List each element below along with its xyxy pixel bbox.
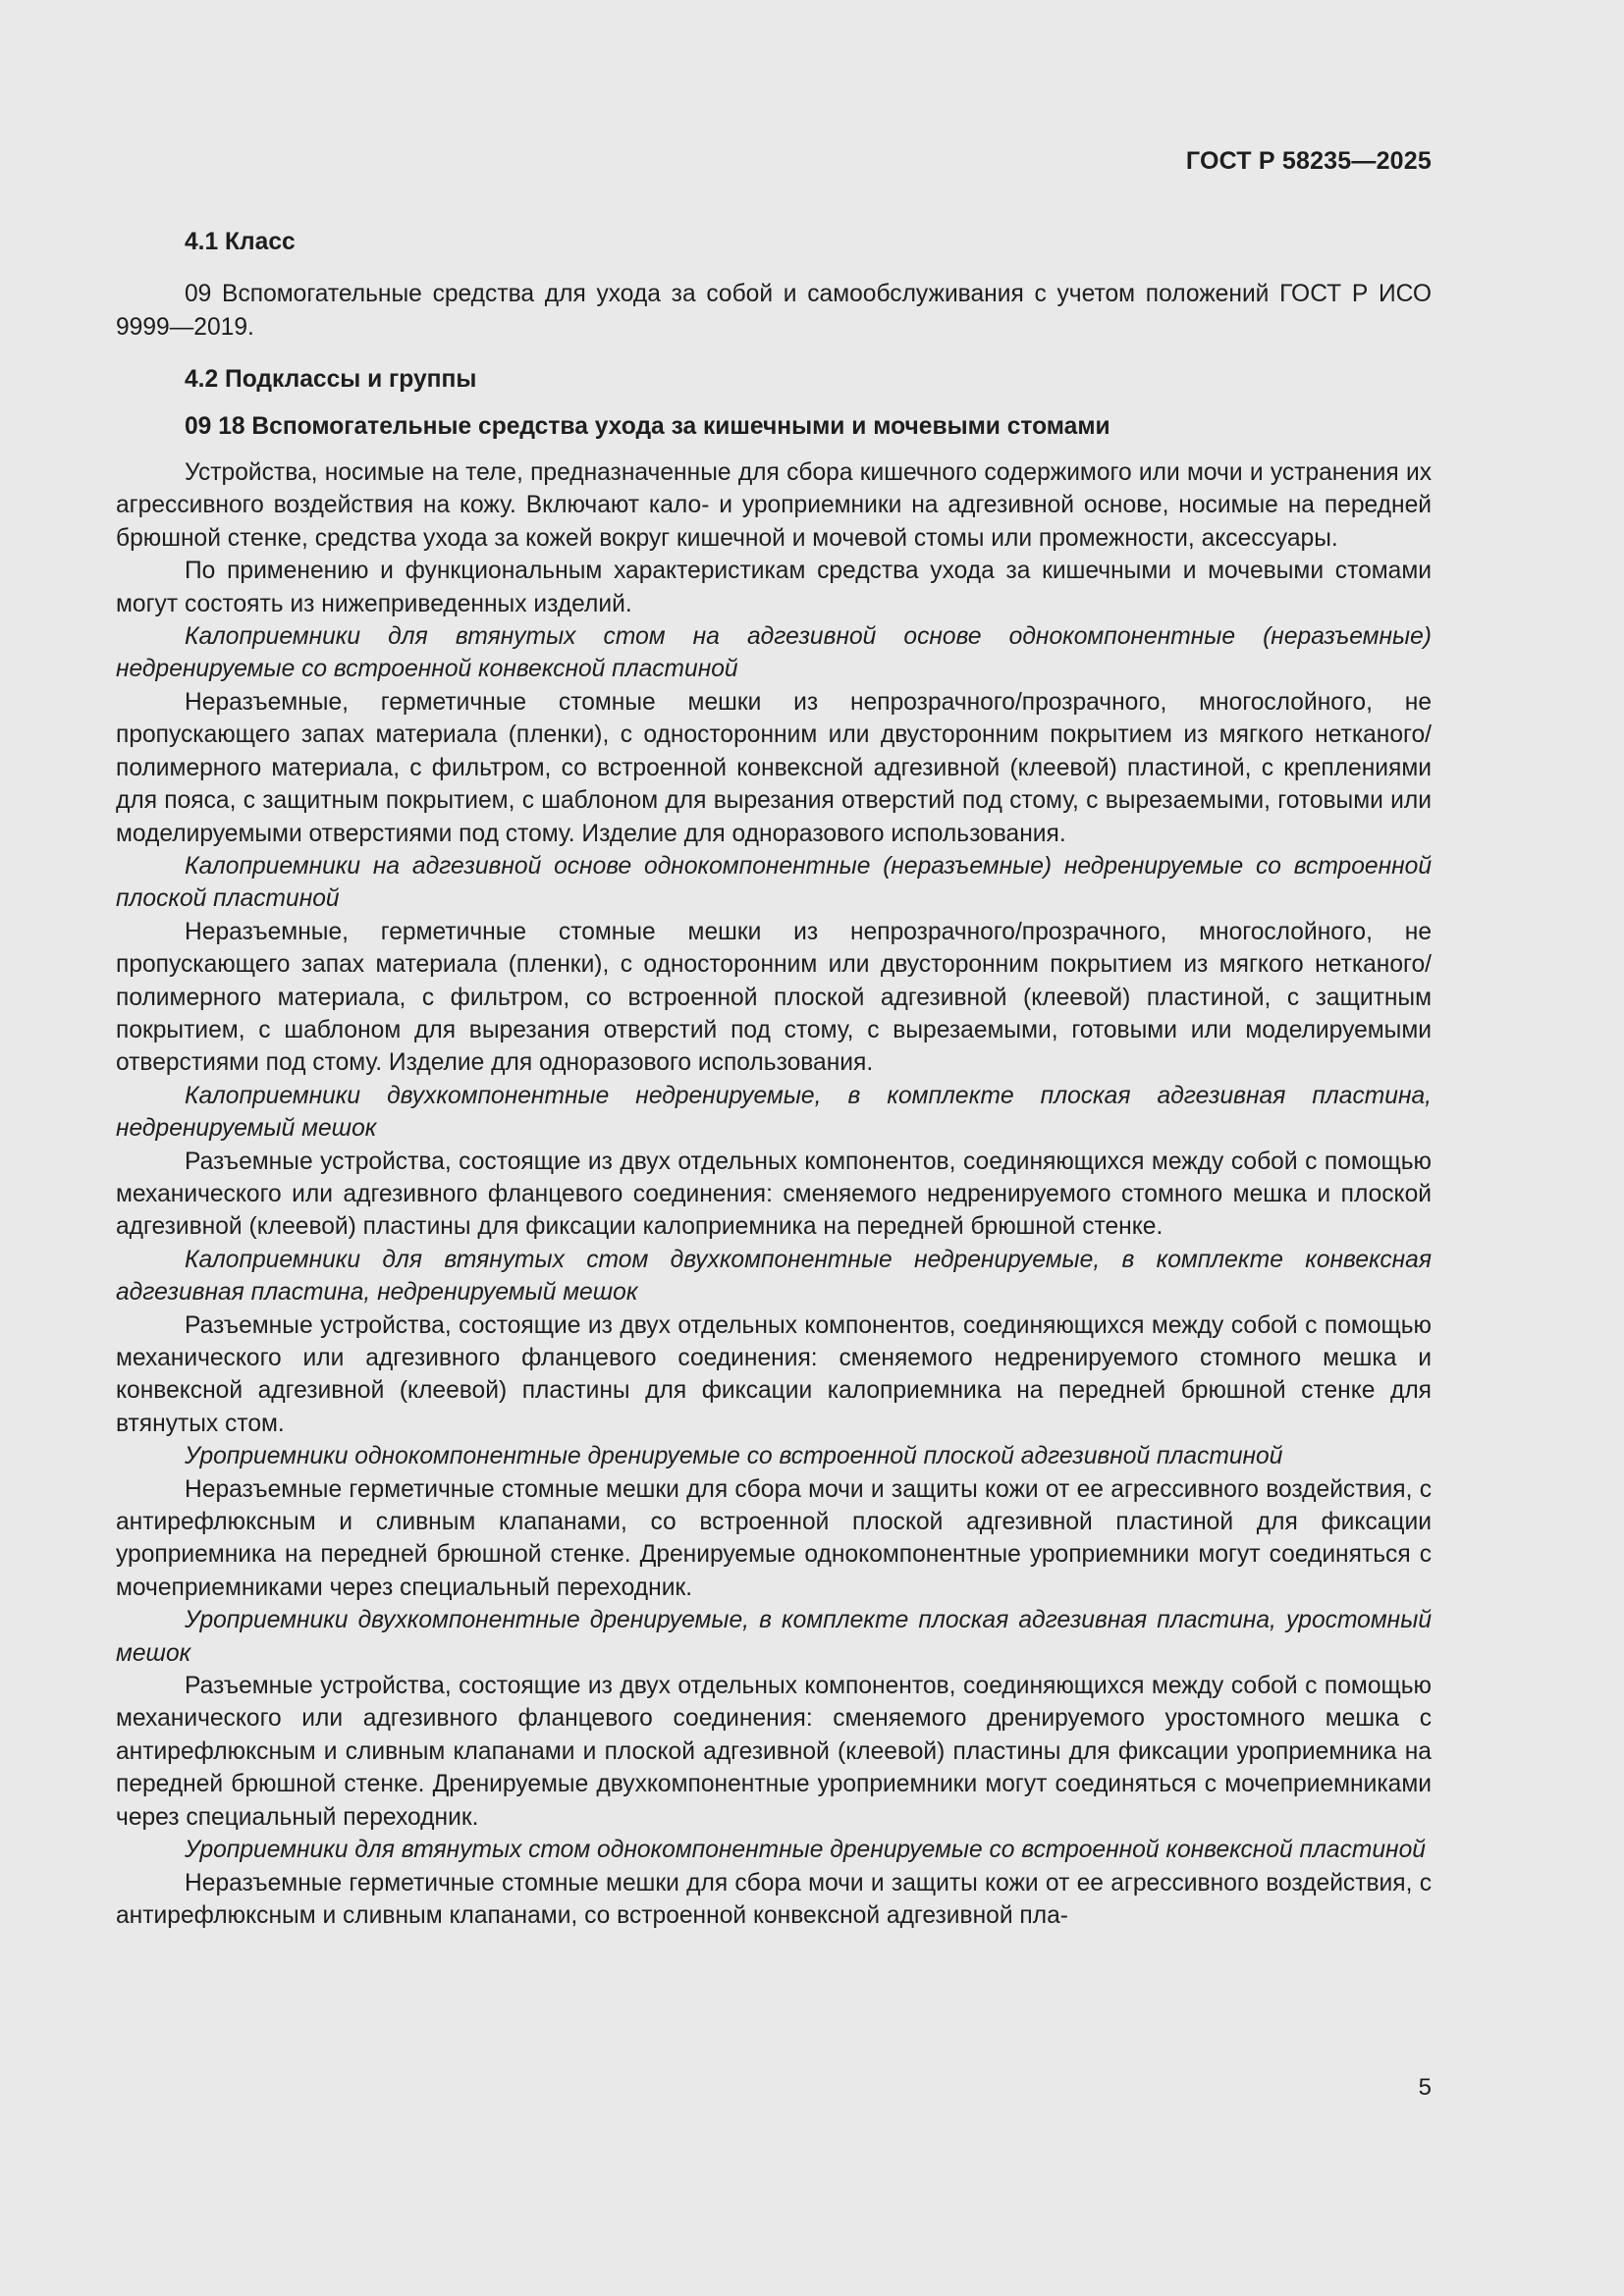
body-paragraph: По применению и функциональным характеристикам средства ухода за кишечными и мочевыми стомами могут состоять из нижеприведенных изделий. [116,558,1432,617]
product-title: Калоприемники для втянутых стом двухкомпонентные недренируемые, в комплекте конвексная адгезивная пластина, недренируемый мешок [116,1246,1432,1307]
class-paragraph: 09 Вспомогательные средства для ухода за собой и самообслуживания с учетом положений ГОСТ Р ИСО 9999—2019. [116,281,1432,341]
product-title: Уроприемники однокомпонентные дренируемые со встроенной плоской адгезивной пластиной [185,1443,1283,1470]
product-description: Неразъемные герметичные стомные мешки для сбора мочи и защиты кожи от ее агрессивного воздействия, с антирефлюксным и сливным клапанами, со встроенной конвексной адгезивной пла- [116,1869,1432,1929]
product-description: Разъемные устройства, состоящие из двух отдельных компонентов, соединяющихся между собой с помощью механического или адгезивного фланцевого соединения: сменяемого недренируемого стомного мешка и плоской адгезивной (клеевой) пластины для фиксации калоприемника на передней брюшной стенке. [116,1148,1432,1241]
product-title: Калоприемники двухкомпонентные недренируемые, в комплекте плоская адгезивная пластина, недренируемый мешок [116,1082,1432,1143]
product-title: Калоприемники на адгезивной основе однокомпонентные (неразъемные) недренируемые со встроенной плоской пластиной [116,852,1432,913]
product-description: Неразъемные, герметичные стомные мешки из непрозрачного/прозрачного, многослойного, не пропускающего запах материала (пленки), с односторонним или двусторонним покрытием из мягкого нетканого/полимерного материала, с фильтром, со встроенной плоской адгезивной (клеевой) пластиной, с защитным покрытием, с шаблоном для вырезания отверстий под стому, с вырезаемыми, готовыми или моделируемыми отверстиями под стому. Изделие для одноразового использования. [116,918,1432,1077]
standard-designation: ГОСТ Р 58235—2025 [1185,147,1432,175]
group-heading: 09 18 Вспомогательные средства ухода за кишечными и мочевыми стомами [185,412,1110,440]
page-number: 5 [1418,2074,1432,2101]
section-heading-class: 4.1 Класс [185,229,296,255]
product-title: Калоприемники для втянутых стом на адгезивной основе однокомпонентные (неразъемные) недренируемые со встроенной конвексной пластиной [116,623,1432,683]
product-title: Уроприемники двухкомпонентные дренируемые, в комплекте плоская адгезивная пластина, уростомный мешок [116,1607,1432,1667]
product-description: Разъемные устройства, состоящие из двух отдельных компонентов, соединяющихся между собой с помощью механического или адгезивного фланцевого соединения: сменяемого дренируемого уростомного мешка с антирефлюксным и сливным клапанами и плоской адгезивной (клеевой) пластины для фиксации уроприемника на передней брюшной стенке. Дренируемые двухкомпонентные уроприемники могут соединяться с мочеприемниками через специальный переходник. [116,1673,1432,1831]
body-paragraph: Устройства, носимые на теле, предназначенные для сбора кишечного содержимого или мочи и устранения их агрессивного воздействия на кожу. Включают кало- и уроприемники на адгезивной основе, носимые на передней брюшной стенке, средства ухода за кожей вокруг кишечной и мочевой стомы или промежности, аксессуары. [116,459,1432,552]
product-title: Уроприемники для втянутых стом однокомпонентные дренируемые со встроенной конвексной пластиной [185,1837,1426,1864]
section-heading-subclasses: 4.2 Подклассы и группы [185,366,477,394]
product-description: Разъемные устройства, состоящие из двух отдельных компонентов, соединяющихся между собой с помощью механического или адгезивного фланцевого соединения: сменяемого недренируемого стомного мешка и конвексной адгезивной (клеевой) пластины для фиксации калоприемника на передней брюшной стенке для втянутых стом. [116,1311,1432,1437]
product-description: Неразъемные герметичные стомные мешки для сбора мочи и защиты кожи от ее агрессивного воздействия, с антирефлюксным и сливным клапанами, со встроенной плоской адгезивной пластиной для фиксации уроприемника на передней брюшной стенке. Дренируемые однокомпонентные уроприемники могут соединяться с мочеприемниками через специальный переходник. [116,1475,1432,1601]
document-page [116,0,1432,2296]
document-body [116,226,1432,1932]
product-description: Неразъемные, герметичные стомные мешки из непрозрачного/прозрачного, многослойного, не пропускающего запах материала (пленки), с односторонним или двусторонним покрытием из мягкого нетканого/полимерного материала, с фильтром, со встроенной конвексной адгезивной (клеевой) пластиной, с креплениями для пояса, с защитным покрытием, с шаблоном для вырезания отверстий под стому, с вырезаемыми, готовыми или моделируемыми отверстиями под стому. Изделие для одноразового использования. [116,688,1432,847]
